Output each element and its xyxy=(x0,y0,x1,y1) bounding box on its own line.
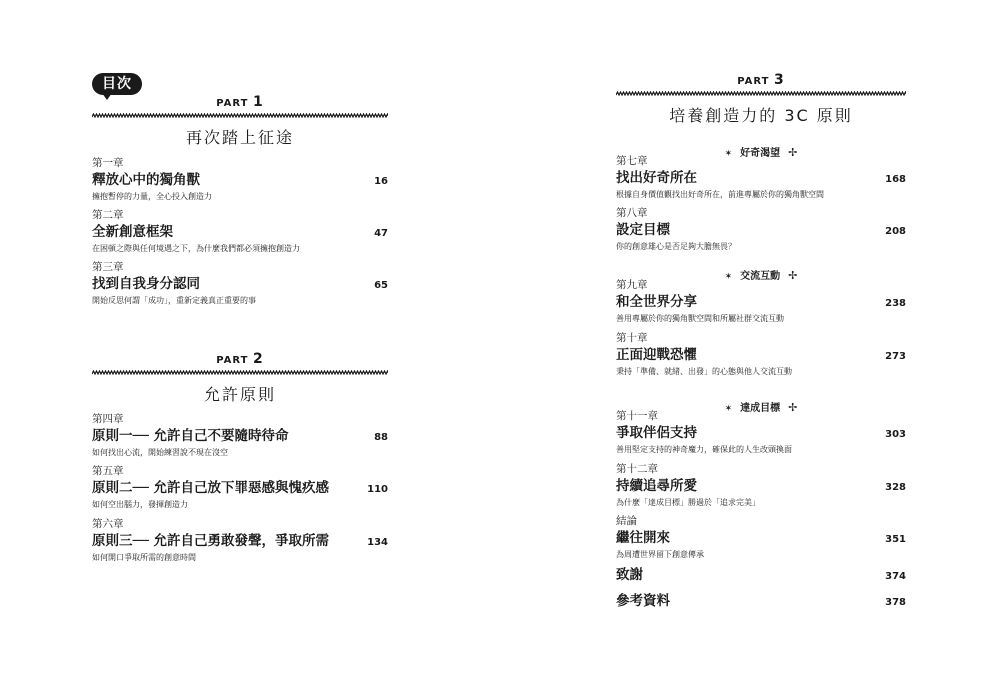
toc-entry[interactable] xyxy=(92,156,388,203)
chapter-title: 原則二── 允許自己放下罪惡感與愧疚感 xyxy=(92,480,329,496)
toc-entry-references[interactable] xyxy=(616,592,906,611)
chapter-subtitle: 如何開口爭取所需的創意時間 xyxy=(92,553,196,562)
chapter-label: 第八章 xyxy=(616,207,648,219)
sparkle-icon: ✶ xyxy=(724,404,733,414)
chapter-label: 第十章 xyxy=(616,332,648,344)
page-number: 328 xyxy=(885,482,906,493)
chapter-label: 結論 xyxy=(616,515,637,527)
sparkle-icon: ✶ xyxy=(724,149,733,159)
sparkle-icon: ✢ xyxy=(788,269,798,282)
chapter-title: 原則一── 允許自己不要隨時待命 xyxy=(92,428,289,444)
toc-entry[interactable] xyxy=(616,206,906,253)
chapter-subtitle: 善用專屬於你的獨角獸空間和所屬社群交流互動 xyxy=(616,314,784,323)
chapter-title: 設定目標 xyxy=(616,222,670,238)
chapter-title: 釋放心中的獨角獸 xyxy=(92,172,200,188)
page-number: 47 xyxy=(374,228,388,239)
page-number: 208 xyxy=(885,226,906,237)
category-label: 達成目標 xyxy=(740,403,781,414)
sparkle-icon: ✢ xyxy=(788,146,798,159)
page-number: 378 xyxy=(885,597,906,608)
page-number: 273 xyxy=(885,351,906,362)
toc-entry[interactable] xyxy=(92,208,388,255)
chapter-title: 正面迎戰恐懼 xyxy=(616,347,697,363)
page-number: 238 xyxy=(885,298,906,309)
zigzag-divider xyxy=(92,370,388,375)
category-label: 交流互動 xyxy=(740,271,781,282)
chapter-title: 找到自我身分認同 xyxy=(92,276,200,292)
page-number: 134 xyxy=(367,537,388,548)
chapter-label: 第二章 xyxy=(92,209,124,221)
section-title: 致謝 xyxy=(616,567,643,583)
page-number: 351 xyxy=(885,534,906,545)
toc-entry[interactable] xyxy=(616,331,906,378)
left-page xyxy=(92,0,388,675)
chapter-label: 第十一章 xyxy=(616,410,658,422)
toc-entry[interactable] xyxy=(616,278,906,325)
part-2-label xyxy=(92,351,388,367)
zigzag-divider xyxy=(92,113,388,118)
part-2-title: 允許原則 xyxy=(203,385,276,404)
toc-badge-label: 目次 xyxy=(102,76,132,92)
zigzag-divider xyxy=(616,91,906,96)
chapter-subtitle: 秉持「準備、就緒、出發」的心態與他人交流互動 xyxy=(616,367,792,376)
part-word: PART xyxy=(737,76,770,87)
chapter-subtitle: 在困頓之際與任何境遇之下，為什麼我們都必須擁抱創造力 xyxy=(92,244,300,253)
sparkle-icon: ✢ xyxy=(788,401,798,414)
chapter-label: 第五章 xyxy=(92,465,124,477)
toc-entry[interactable] xyxy=(616,409,906,456)
toc-entry-acknowledgements[interactable] xyxy=(616,566,906,585)
page-number: 374 xyxy=(885,571,906,582)
section-title: 參考資料 xyxy=(616,593,670,609)
sparkle-icon: ✶ xyxy=(724,272,733,282)
page-number: 303 xyxy=(885,429,906,440)
toc-entry[interactable] xyxy=(92,464,388,511)
toc-entry[interactable] xyxy=(92,260,388,307)
toc-entry[interactable] xyxy=(92,412,388,459)
chapter-label: 第九章 xyxy=(616,279,648,291)
page-number: 65 xyxy=(374,280,388,291)
chapter-subtitle: 為周遭世界留下創意傳承 xyxy=(616,550,704,559)
page-number: 168 xyxy=(885,174,906,185)
toc-entry[interactable] xyxy=(616,514,906,561)
chapter-title: 爭取伴侶支持 xyxy=(616,425,697,441)
chapter-title: 和全世界分享 xyxy=(616,294,697,310)
right-page xyxy=(616,0,906,675)
chapter-label: 第四章 xyxy=(92,413,124,425)
chapter-subtitle: 擁抱暫停的力量，全心投入創造力 xyxy=(92,192,212,201)
part-2-header xyxy=(92,351,388,406)
chapter-title: 繼往開來 xyxy=(616,530,670,546)
part-number: 1 xyxy=(252,94,264,110)
part-1-title: 再次踏上征途 xyxy=(185,128,294,147)
part-number: 3 xyxy=(773,72,785,88)
part-3-label xyxy=(616,72,906,88)
part-1-label xyxy=(92,94,388,110)
part-word: PART xyxy=(216,98,249,109)
part-number: 2 xyxy=(252,351,264,367)
chapter-subtitle: 如何找出心流，開始練習說不現在沒空 xyxy=(92,448,228,457)
category-label: 好奇渴望 xyxy=(740,148,781,159)
chapter-title: 原則三── 允許自己勇敢發聲，爭取所需 xyxy=(92,533,329,549)
part-1-header xyxy=(92,94,388,149)
toc-entry[interactable] xyxy=(616,154,906,201)
page-number: 88 xyxy=(374,432,388,443)
chapter-title: 持續追尋所愛 xyxy=(616,478,697,494)
chapter-subtitle: 為什麼「達成目標」勝過於「追求完美」 xyxy=(616,498,760,507)
chapter-subtitle: 善用堅定支持的神奇魔力，確保此的人生改頭換面 xyxy=(616,445,792,454)
chapter-subtitle: 開始反思何謂「成功」，重新定義真正重要的事 xyxy=(92,296,256,305)
toc-entry[interactable] xyxy=(92,517,388,564)
chapter-label: 第一章 xyxy=(92,157,124,169)
chapter-label: 第十二章 xyxy=(616,463,658,475)
page-number: 110 xyxy=(367,484,388,495)
toc-entry[interactable] xyxy=(616,462,906,509)
chapter-title: 全新創意框架 xyxy=(92,224,173,240)
chapter-label: 第三章 xyxy=(92,261,124,273)
chapter-label: 第六章 xyxy=(92,518,124,530)
chapter-title: 找出好奇所在 xyxy=(616,170,697,186)
chapter-label: 第七章 xyxy=(616,155,648,167)
chapter-subtitle: 你的創意雄心是否足夠大膽無畏？ xyxy=(616,242,736,251)
chapter-subtitle: 如何空出腦力，發揮創造力 xyxy=(92,500,188,509)
page-number: 16 xyxy=(374,176,388,187)
part-3-header xyxy=(616,72,906,127)
part-word: PART xyxy=(216,355,249,366)
chapter-subtitle: 根據自身價值觀找出好奇所在，前進專屬於你的獨角獸空間 xyxy=(616,190,824,199)
part-3-title: 培養創造力的 3C 原則 xyxy=(669,106,853,125)
